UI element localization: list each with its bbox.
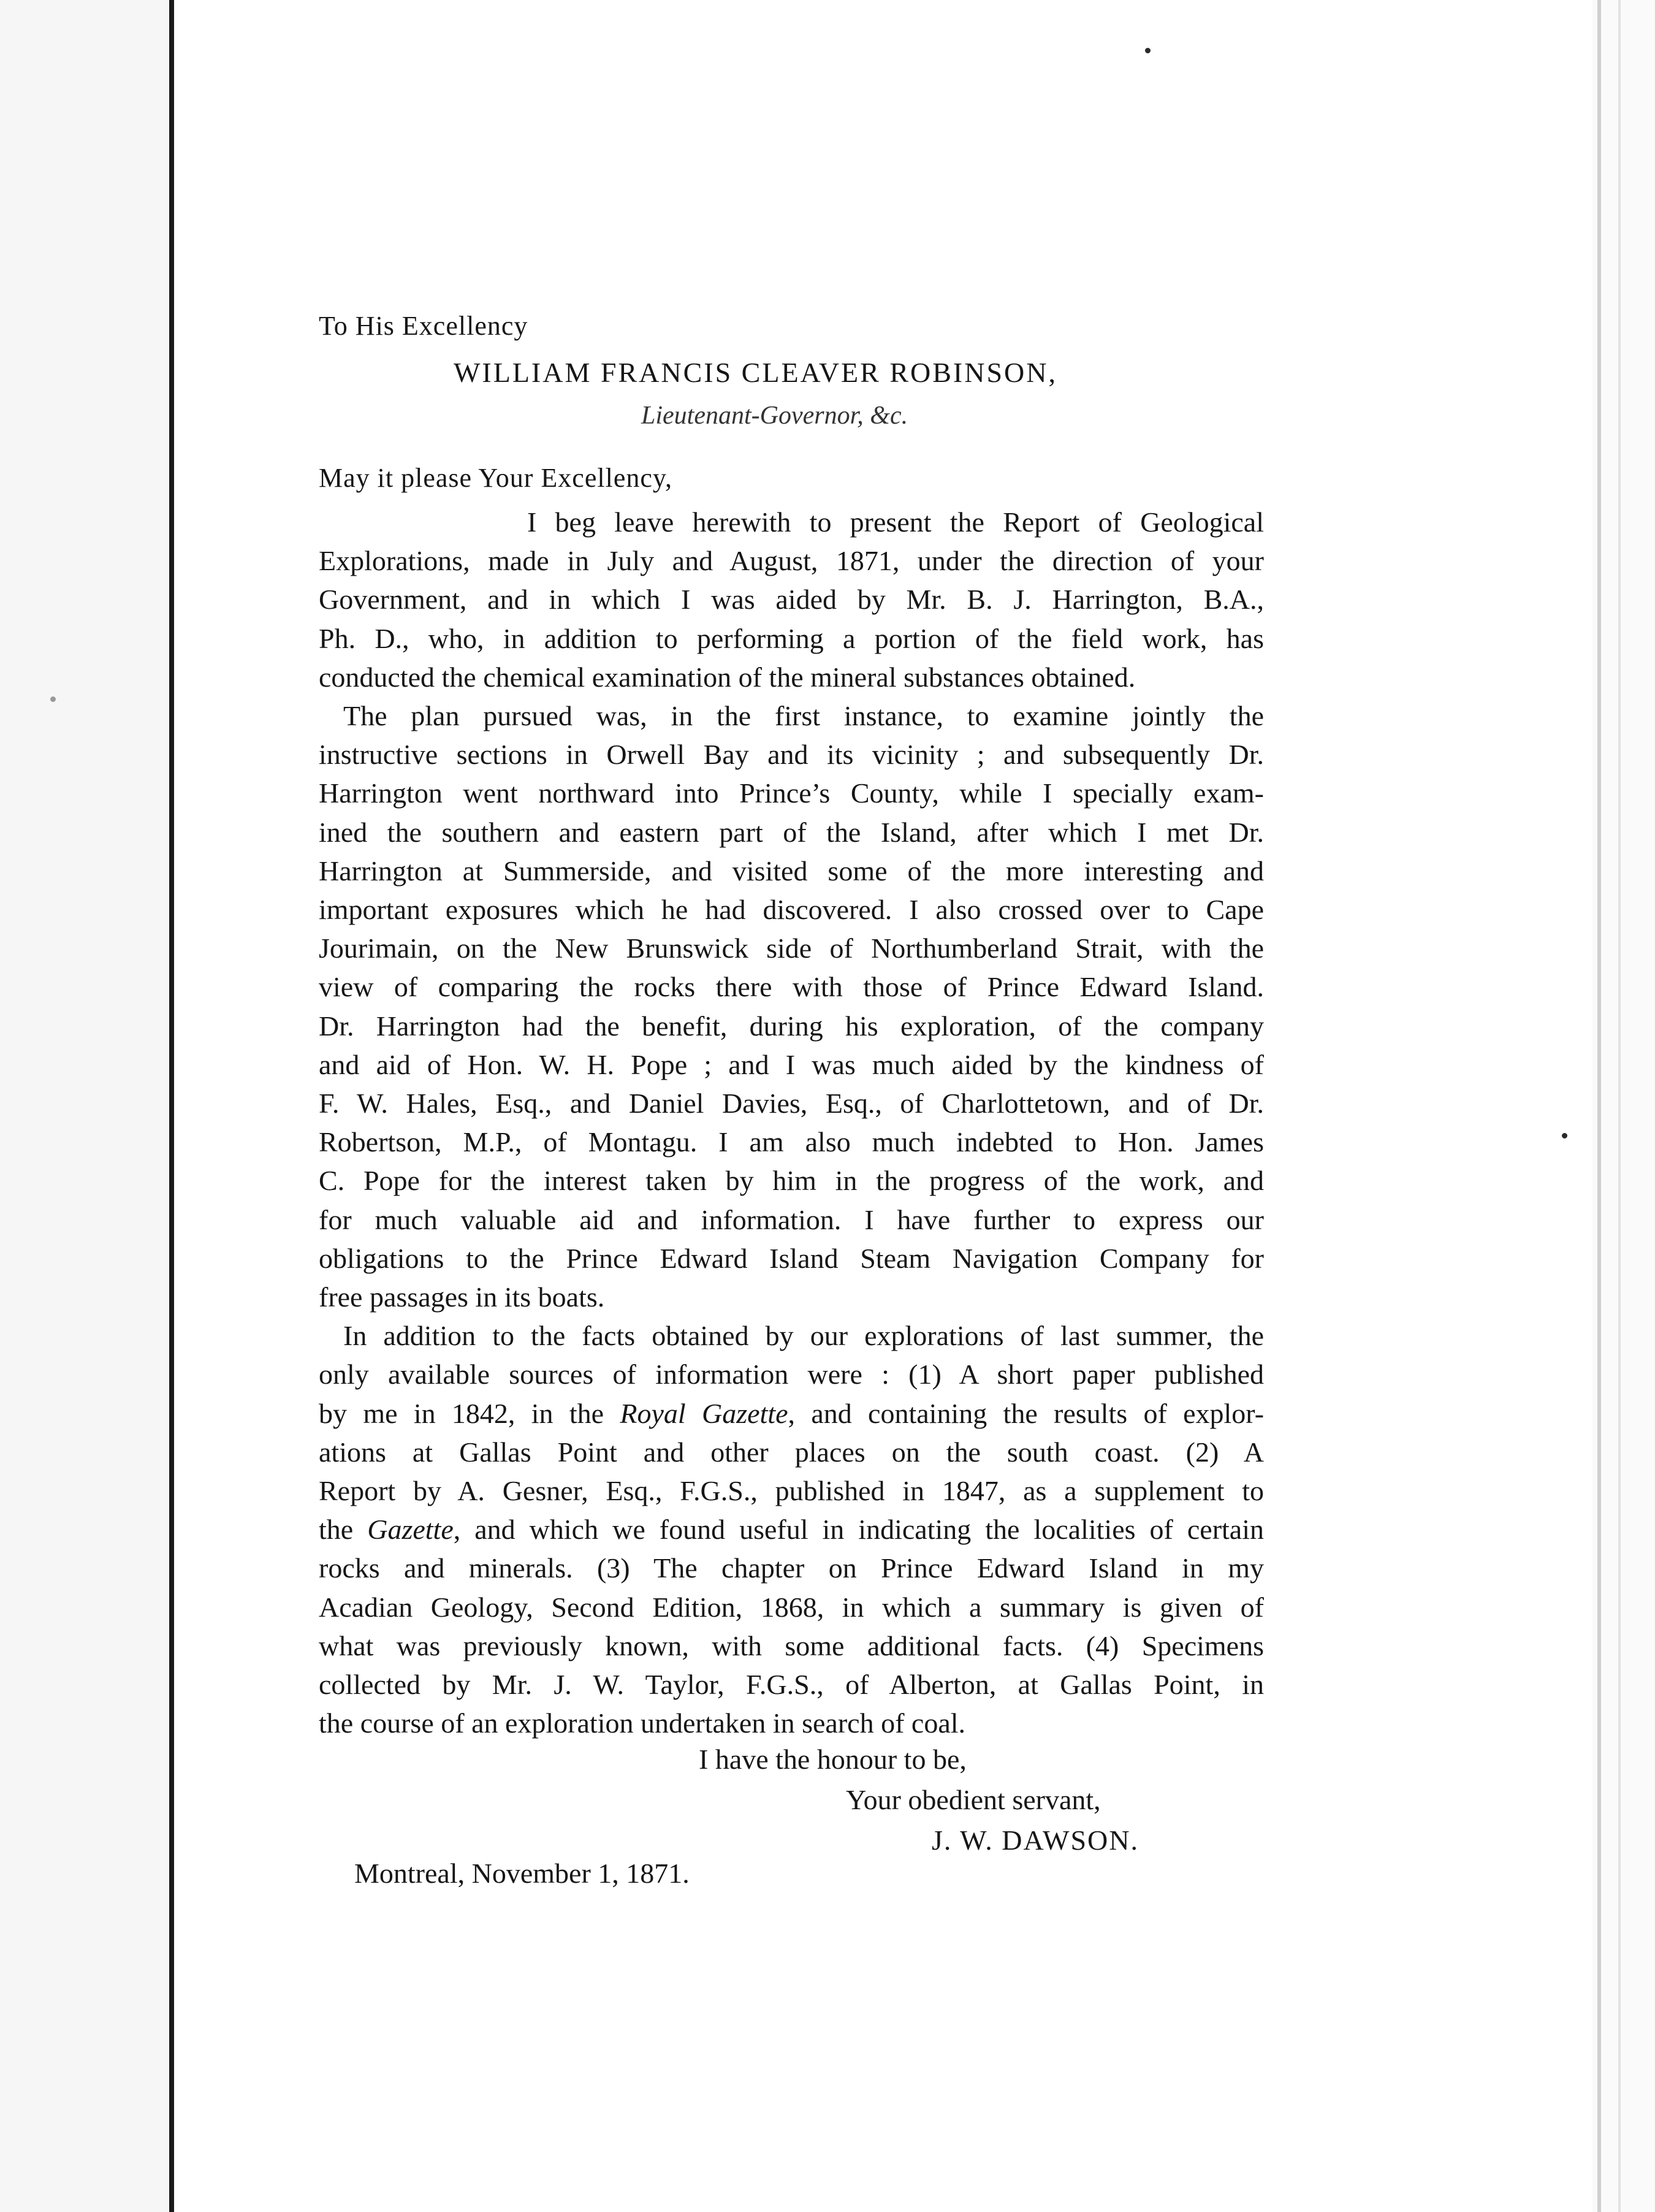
body-line: the course of an exploration undertaken in search of coal. bbox=[319, 1707, 966, 1739]
body-line: rocks and minerals. (3) The chapter on Prince Edward Island in my bbox=[319, 1552, 1264, 1584]
body-line: Government, and in which I was aided by Mr. B. J. Harrington, B.A., bbox=[319, 584, 1264, 615]
closing-honour: I have the honour to be, bbox=[699, 1744, 967, 1775]
body-line: obligations to the Prince Edward Island Steam Navigation Company for bbox=[319, 1243, 1264, 1274]
body-line: Harrington at Summerside, and visited some of the more interesting and bbox=[319, 855, 1264, 887]
body-line: Ph. D., who, in addition to performing a portion of the field work, has bbox=[319, 623, 1264, 654]
body-line: collected by Mr. J. W. Taylor, F.G.S., of Alberton, at Gallas Point, in bbox=[319, 1669, 1264, 1700]
body-line: Dr. Harrington had the benefit, during his exploration, of the company bbox=[319, 1010, 1264, 1042]
body-line: The plan pursued was, in the first instance, to examine jointly the bbox=[343, 700, 1264, 731]
closing-servant: Your obedient servant, bbox=[846, 1784, 1101, 1815]
body-line: and aid of Hon. W. H. Pope ; and I was much aided by the kindness of bbox=[319, 1049, 1264, 1080]
signature: J. W. DAWSON. bbox=[932, 1825, 1139, 1856]
body-line: Explorations, made in July and August, 1871, under the direction of your bbox=[319, 545, 1264, 576]
body-line: Harrington went northward into Prince’s County, while I specially exam- bbox=[319, 777, 1264, 809]
body-line: instructive sections in Orwell Bay and its vicinity ; and subsequently Dr. bbox=[319, 739, 1264, 770]
body-line: ations at Gallas Point and other places on the south coast. (2) A bbox=[319, 1436, 1264, 1468]
body-line: Acadian Geology, Second Edition, 1868, in which a summary is given of bbox=[319, 1592, 1264, 1623]
body-line: In addition to the facts obtained by our explorations of last summer, the bbox=[343, 1320, 1264, 1351]
body-line: only available sources of information were : (1) A short paper published bbox=[319, 1359, 1264, 1390]
body-line: for much valuable aid and information. I have further to express our bbox=[319, 1204, 1264, 1235]
salutation-to: To His Excellency bbox=[319, 311, 528, 341]
body-line: view of comparing the rocks there with those of Prince Edward Island. bbox=[319, 971, 1264, 1002]
body-line: F. W. Hales, Esq., and Daniel Davies, Esq., of Charlottetown, and of Dr. bbox=[319, 1088, 1264, 1119]
addressee-title: Lieutenant-Governor, &c. bbox=[641, 402, 908, 430]
body-line: what was previously known, with some additional facts. (4) Specimens bbox=[319, 1630, 1264, 1661]
place-date: Montreal, November 1, 1871. bbox=[354, 1858, 690, 1889]
body-line: the Gazette, and which we found useful in indicating the localities of certain bbox=[319, 1514, 1265, 1545]
body-line: Jourimain, on the New Brunswick side of Northumberland Strait, with the bbox=[319, 932, 1264, 964]
body-line: Robertson, M.P., of Montagu. I am also much indebted to Hon. James bbox=[319, 1126, 1264, 1157]
body-line: free passages in its boats. bbox=[319, 1281, 605, 1313]
body-line: conducted the chemical examination of the mineral substances obtained. bbox=[319, 662, 1136, 693]
body-line: important exposures which he had discovered. I also crossed over to Cape bbox=[319, 894, 1264, 925]
greeting: May it please Your Excellency, bbox=[319, 463, 673, 493]
addressee-name: WILLIAM FRANCIS CLEAVER ROBINSON, bbox=[454, 357, 1057, 388]
body-line: I beg leave herewith to present the Report of Geological bbox=[527, 506, 1264, 538]
body-line: ined the southern and eastern part of the Island, after which I met Dr. bbox=[319, 817, 1264, 848]
body-line: Report by A. Gesner, Esq., F.G.S., published in 1847, as a supplement to bbox=[319, 1475, 1264, 1506]
body-line: C. Pope for the interest taken by him in the progress of the work, and bbox=[319, 1165, 1264, 1196]
body-line: by me in 1842, in the Royal Gazette, and containing the results of explor- bbox=[319, 1398, 1265, 1429]
